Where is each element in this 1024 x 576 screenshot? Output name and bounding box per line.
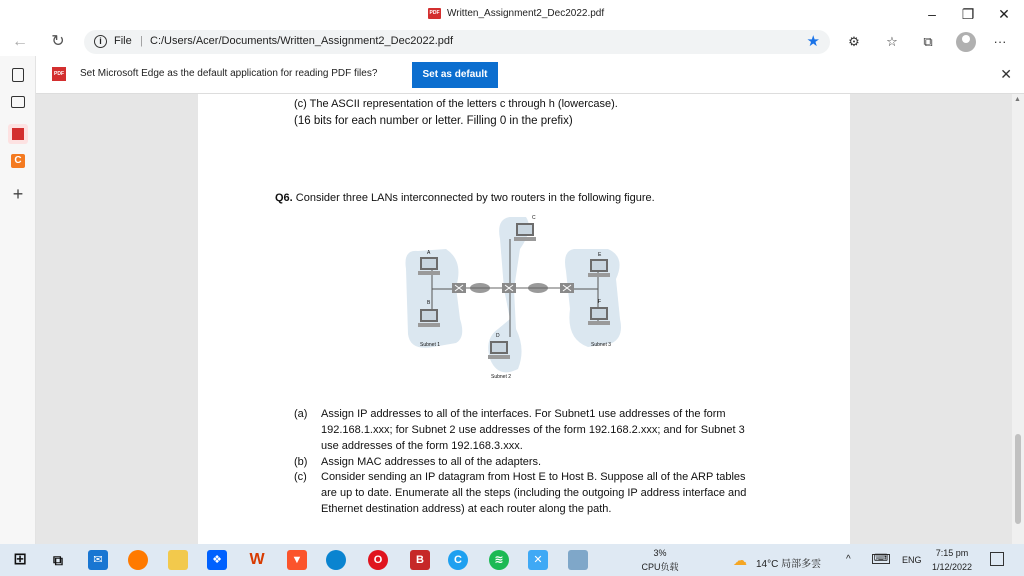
language-indicator[interactable]: ENG	[902, 555, 922, 565]
host-d-label: D	[496, 333, 500, 339]
app-b-icon[interactable]: B	[410, 550, 430, 570]
host-b-icon	[418, 309, 440, 327]
address-bar	[0, 28, 1024, 56]
host-f-label: F	[598, 299, 602, 305]
item-a-line-3: use addresses of the form 192.168.3.xxx.	[321, 440, 523, 452]
tray-chevron-icon[interactable]: ^	[846, 554, 851, 565]
collections-icon[interactable]: ⧉	[923, 34, 933, 49]
window-title: Written_Assignment2_Dec2022.pdf	[447, 8, 605, 19]
pdf-icon: PDF	[52, 67, 66, 81]
infobar-close-icon[interactable]: ✕	[1000, 66, 1012, 82]
edge-icon[interactable]	[326, 550, 346, 570]
word-icon[interactable]: W	[249, 551, 265, 568]
item-c-line-2: are up to date. Enumerate all the steps (including the outgoing IP address interface and	[321, 487, 747, 499]
url-field[interactable]	[84, 30, 830, 54]
scheme-label: File	[114, 35, 132, 47]
profile-avatar[interactable]	[956, 32, 976, 52]
host-d-icon	[488, 341, 510, 359]
host-e-icon	[588, 259, 610, 277]
item-a-line-1: Assign IP addresses to all of the interfaces. For Subnet1 use addresses of the form	[321, 408, 726, 420]
pdf-file-icon: PDF	[428, 8, 441, 19]
brave-icon[interactable]: ▼	[287, 550, 307, 570]
text-line-c: (c) The ASCII representation of the letters c through h (lowercase).	[294, 98, 618, 110]
app-c-icon[interactable]: C	[448, 550, 468, 570]
mail-icon[interactable]: ✉	[88, 550, 108, 570]
q6-text: Consider three LANs interconnected by two routers in the following figure.	[292, 192, 655, 204]
clock-date[interactable]: 1/12/2022	[931, 562, 973, 572]
default-app-infobar	[36, 56, 1024, 94]
subnet-3-label: Subnet 3	[591, 342, 612, 348]
opera-icon[interactable]: O	[368, 550, 388, 570]
clock-time[interactable]: 7:15 pm	[935, 548, 969, 558]
more-menu-icon[interactable]: ···	[993, 34, 1007, 49]
host-a-label: A	[427, 250, 431, 256]
url-separator: |	[140, 35, 143, 47]
app-image-icon[interactable]	[568, 550, 588, 570]
keyboard-icon[interactable]: ⌨	[873, 553, 889, 564]
spotify-icon[interactable]: ≋	[489, 550, 509, 570]
refresh-icon[interactable]: ↻	[51, 33, 65, 50]
task-view-icon[interactable]: ⧉	[53, 552, 63, 568]
item-c-label: (c)	[294, 471, 307, 483]
file-explorer-icon[interactable]	[168, 550, 188, 570]
back-icon[interactable]: ←	[12, 33, 28, 50]
set-as-default-button[interactable]: Set as default	[412, 62, 498, 88]
host-c-label: C	[532, 215, 536, 221]
item-a-label: (a)	[294, 408, 308, 420]
favorite-star-icon[interactable]: ★	[806, 33, 820, 50]
item-b-line-1: Assign MAC addresses to all of the adapters.	[321, 456, 542, 468]
extensions-icon[interactable]: ⚙	[848, 34, 860, 49]
dropbox-icon[interactable]: ❖	[207, 550, 227, 570]
host-a-icon	[418, 257, 440, 275]
network-figure	[398, 209, 638, 389]
subnet-1-label: Subnet 1	[420, 342, 441, 348]
url-text[interactable]: C:/Users/Acer/Documents/Written_Assignment2_Dec2022.pdf	[150, 35, 454, 47]
title-bar	[0, 0, 1024, 28]
notification-icon[interactable]	[990, 552, 1004, 566]
item-b-label: (b)	[294, 456, 308, 468]
item-c-line-1: Consider sending an IP datagram from Host E to Host B. Suppose all of the ARP tables	[321, 471, 746, 483]
subnet-2-label: Subnet 2	[491, 374, 512, 380]
q6-label: Q6.	[275, 192, 293, 204]
weather-text[interactable]: 14°C 局部多雲	[756, 559, 822, 570]
weather-icon[interactable]: ☁	[733, 552, 747, 568]
start-windows-icon[interactable]: ⊞	[13, 551, 27, 568]
pdf-page	[198, 94, 850, 544]
app-x-icon[interactable]: ✕	[528, 550, 548, 570]
tab-icon-pdf-active[interactable]	[8, 124, 28, 144]
windows-taskbar	[0, 544, 1024, 576]
tab-actions-icon[interactable]	[12, 68, 24, 82]
new-tab-plus-icon[interactable]: +	[12, 184, 24, 204]
host-b-label: B	[427, 300, 431, 306]
close-window-button[interactable]: ✕	[998, 6, 1010, 22]
text-line-bits: (16 bits for each number or letter. Filling 0 in the prefix)	[294, 115, 573, 127]
host-f-icon	[588, 307, 610, 325]
cpu-label: CPU负载	[641, 562, 679, 572]
tab-icon-c[interactable]: C	[11, 154, 25, 168]
favorites-list-icon[interactable]: ☆	[886, 34, 898, 49]
item-a-line-2: 192.168.1.xxx; for Subnet 2 use addresses of the form 192.168.2.xxx; and for Subnet 3	[321, 424, 745, 436]
scroll-up-icon[interactable]: ▲	[1014, 96, 1021, 103]
host-c-icon	[514, 223, 536, 241]
info-icon[interactable]: i	[94, 35, 107, 48]
maximize-button[interactable]: ❐	[961, 6, 975, 22]
host-e-label: E	[598, 252, 602, 258]
tab-icon-page[interactable]	[11, 96, 25, 108]
scrollbar-thumb[interactable]	[1015, 434, 1021, 524]
minimize-button[interactable]: –	[928, 6, 936, 22]
cpu-percent: 3%	[653, 548, 667, 558]
vertical-tabs-sidebar	[0, 56, 36, 544]
pdf-viewer[interactable]	[36, 94, 1024, 544]
item-c-line-3: Ethernet destination address) at each router along the path.	[321, 503, 612, 515]
firefox-icon[interactable]	[128, 550, 148, 570]
question-6	[275, 192, 655, 204]
vertical-scrollbar[interactable]	[1012, 94, 1024, 544]
infobar-message: Set Microsoft Edge as the default application for reading PDF files?	[80, 68, 378, 79]
